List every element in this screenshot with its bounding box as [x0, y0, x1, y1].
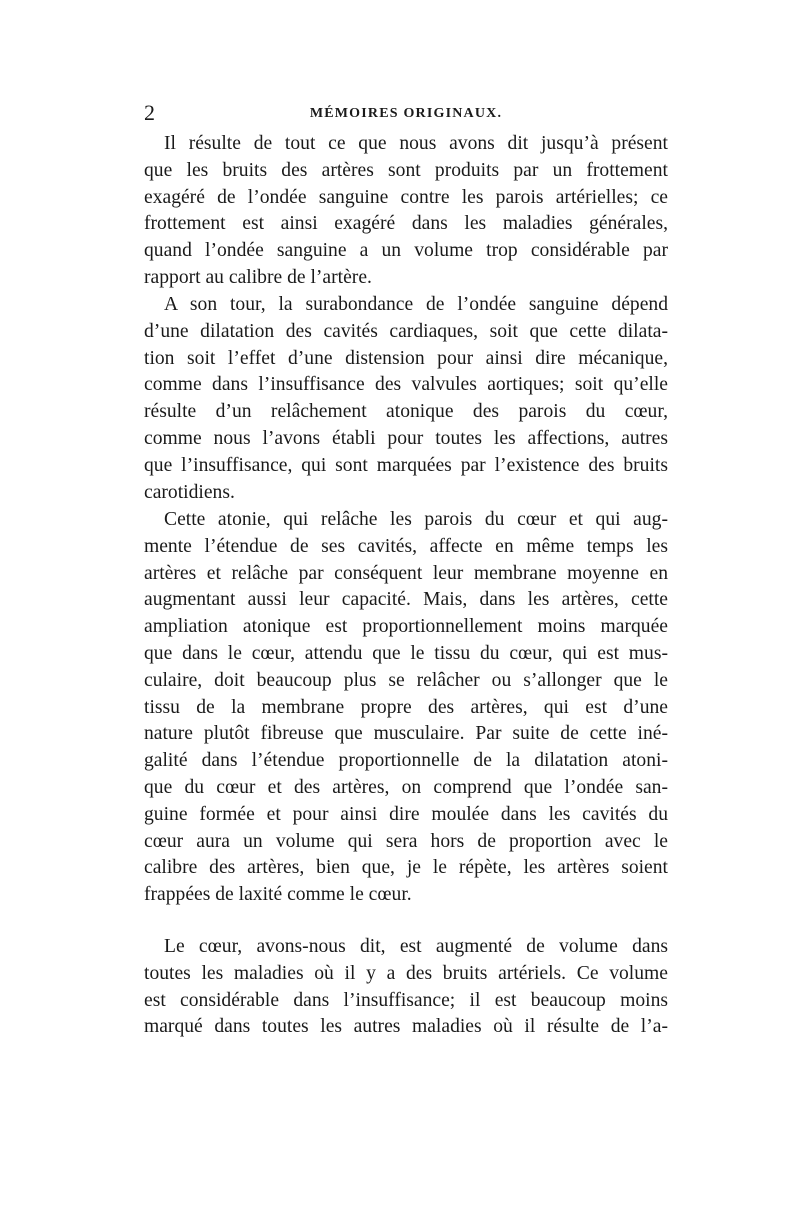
text-line: guine formée et pour ainsi dire moulée dans les cavités du [144, 803, 668, 825]
paragraph-2 [144, 292, 668, 506]
paragraph-4 [144, 934, 668, 1041]
text-line: que dans le cœur, attendu que le tissu du cœur, qui est mus- [144, 642, 668, 664]
text-line: cœur aura un volume qui sera hors de proportion avec le [144, 830, 668, 852]
text-line: calibre des artères, bien que, je le répète, les artères soient [144, 857, 668, 879]
text-line: d’une dilatation des cavités cardiaques, soit que cette dilata- [144, 320, 668, 342]
paragraph-1 [144, 131, 668, 292]
page-header [144, 98, 668, 128]
text-line: que les bruits des artères sont produits par un frottement [144, 159, 668, 181]
text-line: frottement est ainsi exagéré dans les maladies générales, [144, 213, 668, 235]
text-line: galité dans l’étendue proportionnelle de la dilatation atoni- [144, 750, 668, 772]
text-line: quand l’ondée sanguine a un volume trop considérable par [144, 240, 668, 262]
text-line: comme dans l’insuffisance des valvules aortiques; soit qu’elle [144, 374, 668, 396]
text-line: Cette atonie, qui relâche les parois du cœur et qui aug- [164, 509, 668, 530]
text-line: ampliation atonique est proportionnellement moins marquée [144, 616, 668, 638]
paragraph-3 [144, 507, 668, 909]
text-line: A son tour, la surabondance de l’ondée sanguine dépend [164, 294, 668, 315]
text-line: résulte d’un relâchement atonique des parois du cœur, [144, 401, 668, 423]
text-line: nature plutôt fibreuse que musculaire. Par suite de cette iné- [144, 723, 668, 745]
text-line: frappées de laxité comme le cœur. [144, 884, 412, 906]
page-number: 2 [144, 100, 155, 125]
running-head: MÉMOIRES ORIGINAUX. [309, 106, 503, 121]
text-line: que du cœur et des artères, on comprend que l’ondée san- [144, 776, 668, 798]
text-line: augmentant aussi leur capacité. Mais, dans les artères, cette [144, 589, 668, 611]
text-line: toutes les maladies où il y a des bruits artériels. Ce volume [144, 962, 668, 984]
text-line: exagéré de l’ondée sanguine contre les parois artérielles; ce [144, 186, 668, 208]
text-line: culaire, doit beaucoup plus se relâcher ou s’allonger que le [144, 669, 668, 691]
text-line: Le cœur, avons-nous dit, est augmenté de volume dans [164, 936, 668, 957]
text-line: que l’insuffisance, qui sont marquées par l’existence des bruits [144, 454, 668, 476]
text-line: artères et relâche par conséquent leur membrane moyenne en [144, 562, 668, 584]
text-line: tion soit l’effet d’une distension pour ainsi dire mécanique, [144, 347, 668, 369]
text-line: mente l’étendue de ses cavités, affecte en même temps les [144, 535, 668, 557]
text-line: Il résulte de tout ce que nous avons dit jusqu’à présent [164, 133, 668, 154]
text-line: tissu de la membrane propre des artères, qui est d’une [144, 696, 668, 718]
text-line: comme nous l’avons établi pour toutes les affections, autres [144, 427, 668, 449]
text-line: marqué dans toutes les autres maladies où il résulte de l’a- [144, 1016, 668, 1038]
text-line: carotidiens. [144, 481, 235, 503]
text-line: rapport au calibre de l’artère. [144, 266, 372, 288]
text-line: est considérable dans l’insuffisance; il est beaucoup moins [144, 989, 668, 1011]
